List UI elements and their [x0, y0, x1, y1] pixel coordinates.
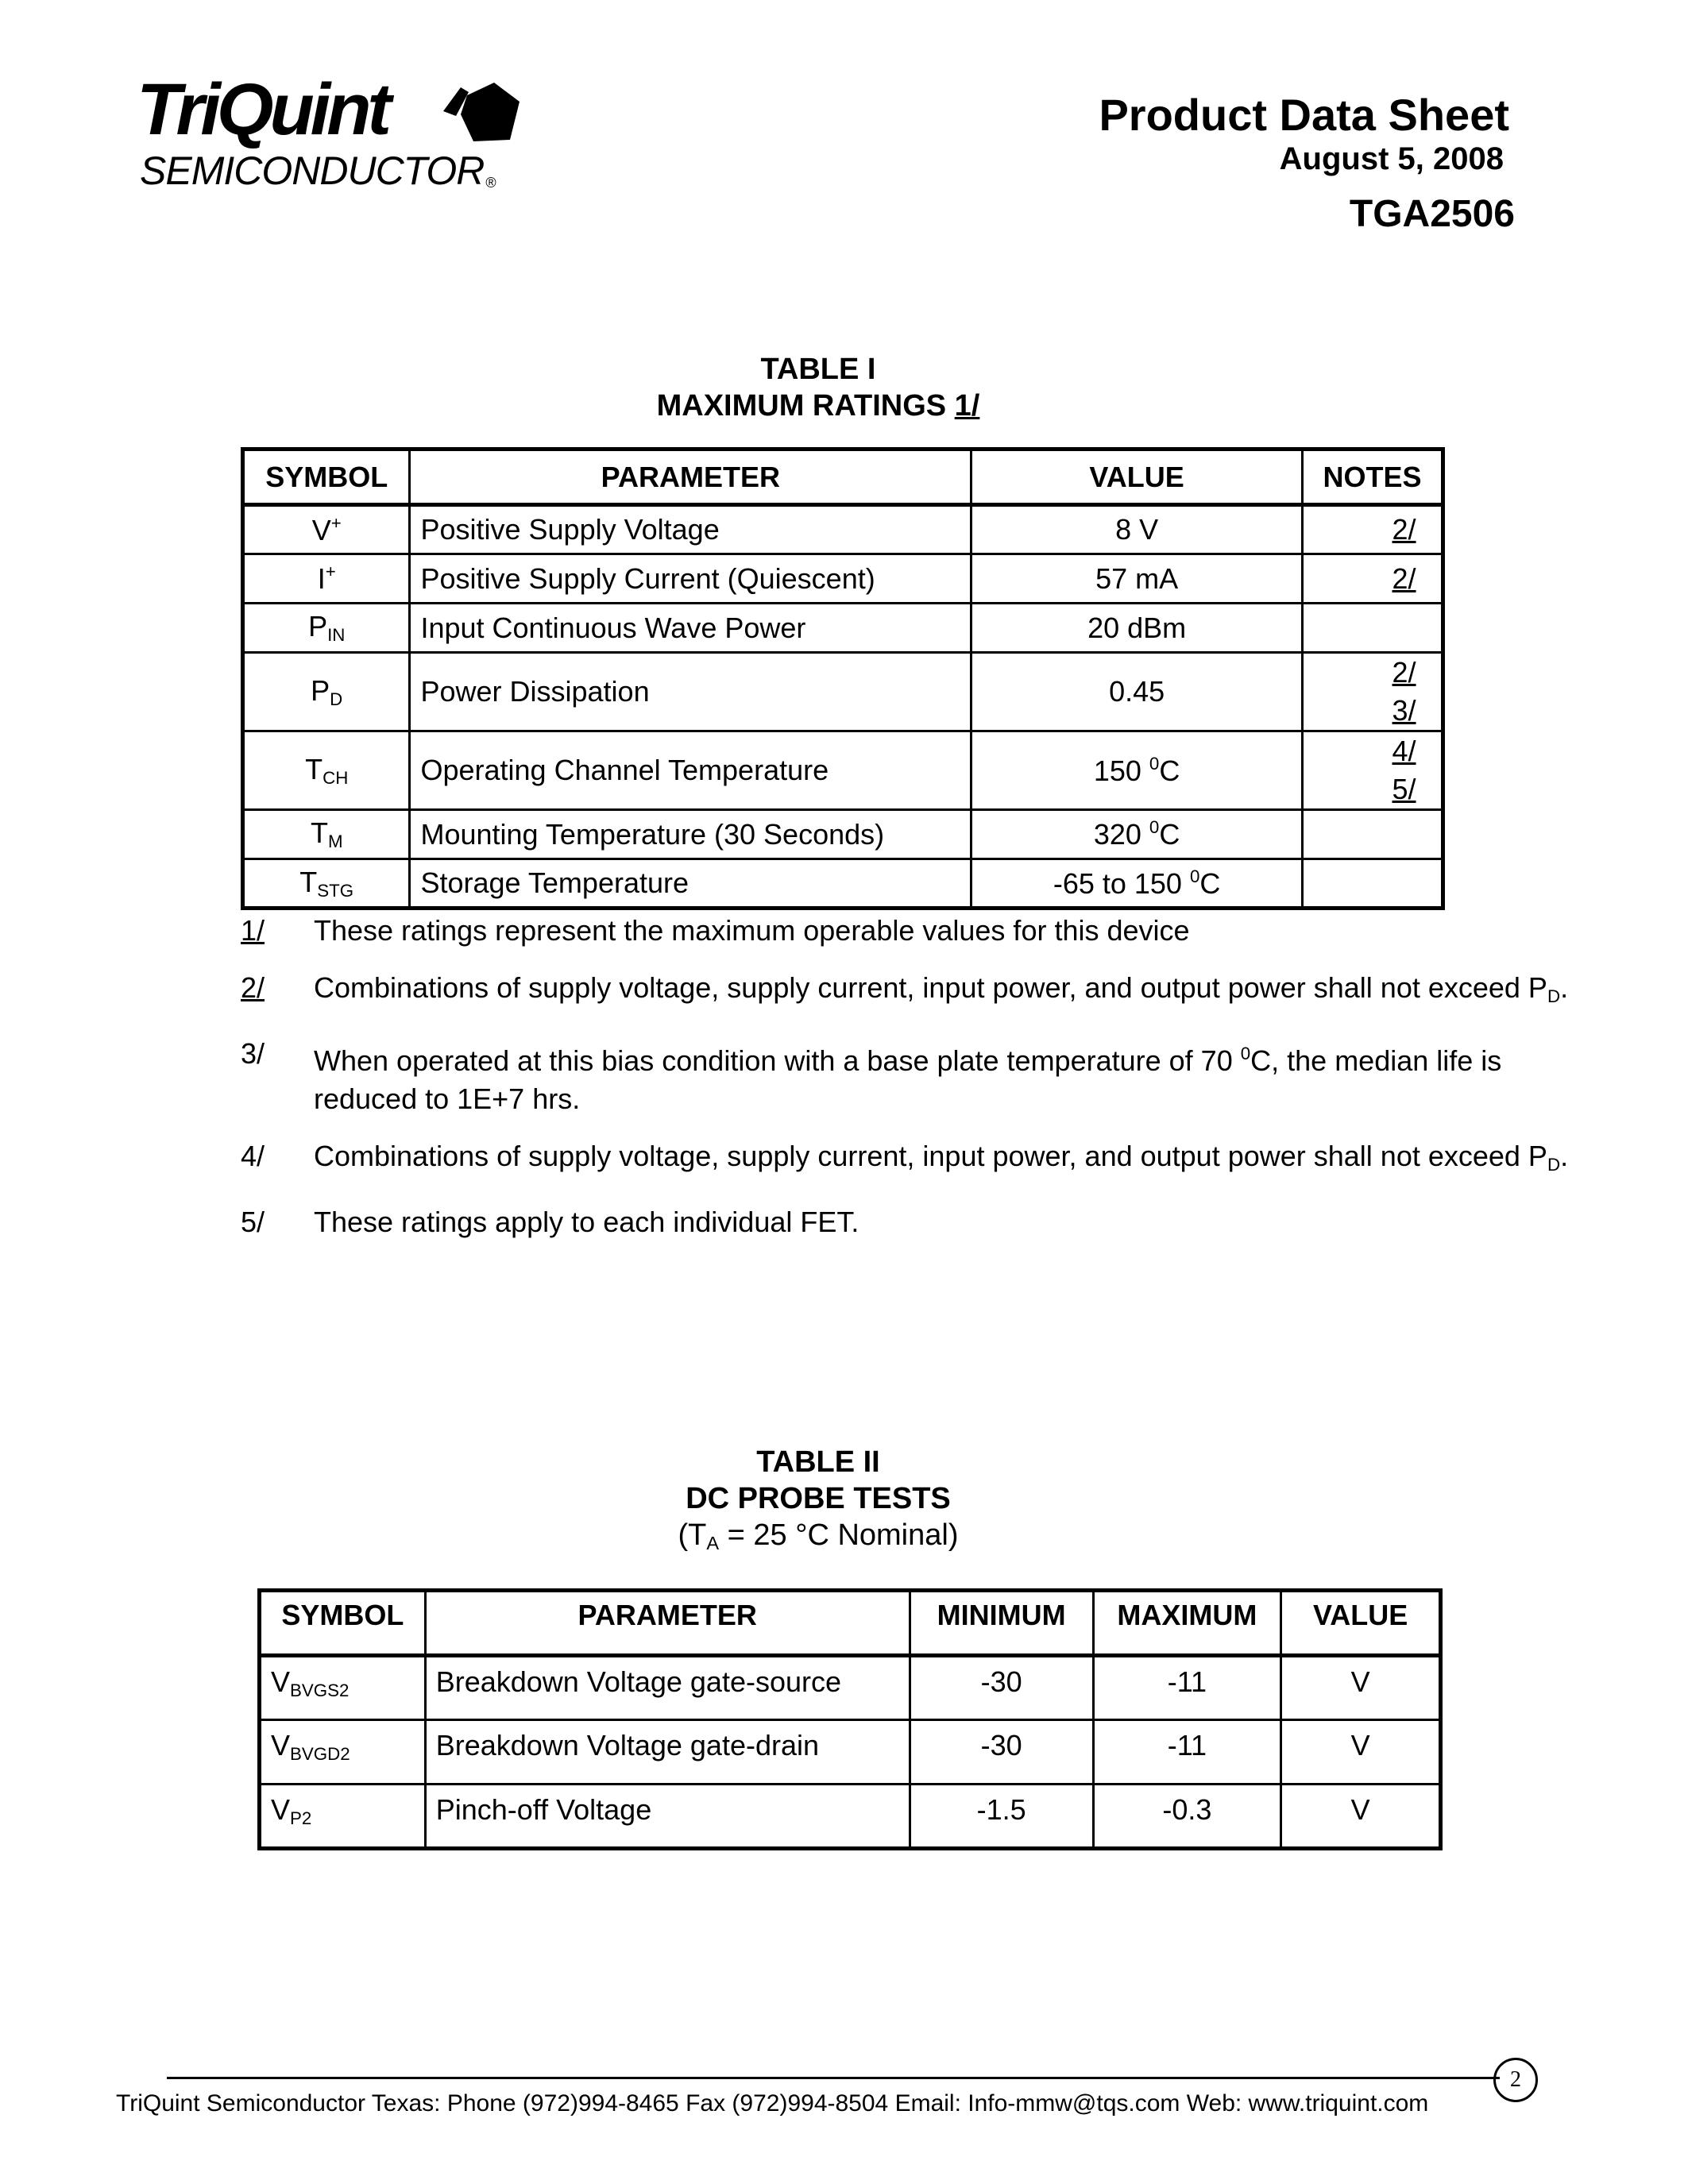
col-header-symbol: SYMBOL — [243, 450, 410, 505]
footnote-text: Combinations of supply voltage, supply current, input power, and output power shall not exceed P — [314, 971, 1547, 1004]
footnote-item: 4/ Combinations of supply voltage, supply current, input power, and output power shall not exceed $P_D$. — [241, 1137, 1575, 1184]
symbol-cell: $V_{P2}$ — [260, 1785, 426, 1849]
table-row — [243, 653, 1443, 731]
value-cell: V — [1281, 1785, 1441, 1849]
footnote-item — [241, 912, 1575, 950]
parameter-cell: Operating Channel Temperature — [410, 731, 971, 810]
note-link[interactable]: 2/ — [1392, 513, 1416, 546]
footer-contact: TriQuint Semiconductor Texas: Phone (972)994-8465 Fax (972)994-8504 Email: Info-mmw@tqs.com Web: www.triquint.com — [116, 2090, 1429, 2116]
symbol-cell: $P_D$ — [243, 653, 410, 731]
value-cell: 20 dBm — [971, 604, 1303, 653]
value-cell: V — [1281, 1656, 1441, 1720]
table-row — [243, 505, 1443, 554]
parameter-cell: Storage Temperature — [410, 859, 971, 909]
col-header-value: VALUE — [971, 450, 1303, 505]
footnote-item: 3/ When operated at this bias condition with a base plate temperature of 70 $^0$C, the median life is reduced to 1E+7 hrs. — [241, 1035, 1575, 1118]
footnote-text: When operated at this bias condition with a base plate temperature of 70 — [314, 1044, 1241, 1077]
minimum-cell: -30 — [910, 1656, 1093, 1720]
logo-subtitle: SEMICONDUCTOR ® — [140, 149, 496, 193]
table-header-row — [243, 450, 1443, 505]
note-link[interactable]: 4/ — [1392, 735, 1416, 767]
logo-pentagon-icon — [437, 78, 524, 149]
symbol-cell: $P_{IN}$ — [243, 604, 410, 653]
table1-caption — [0, 351, 1636, 424]
col-header-parameter: PARAMETER — [410, 450, 971, 505]
table1-note-ref[interactable]: 1/ — [954, 389, 980, 423]
part-number: TGA2506 — [1349, 193, 1515, 235]
value-cell: 320 $^0$C — [971, 810, 1303, 859]
footnote-number: 3/ — [241, 1037, 265, 1070]
minimum-cell: -30 — [910, 1720, 1093, 1785]
note-link[interactable]: 2/ — [1392, 656, 1416, 689]
parameter-cell: Positive Supply Voltage — [410, 505, 971, 554]
parameter-cell: Input Continuous Wave Power — [410, 604, 971, 653]
footnote-number: 2/ — [241, 971, 265, 1004]
page-number: 2 — [1493, 2058, 1538, 2102]
table-row — [243, 810, 1443, 859]
footnote-number: 4/ — [241, 1140, 265, 1172]
notes-cell — [1303, 554, 1443, 604]
footnote-text: Combinations of supply voltage, supply current, input power, and output power shall not exceed P — [314, 1140, 1547, 1172]
col-header-maximum: MAXIMUM — [1093, 1591, 1281, 1656]
notes-cell — [1303, 653, 1443, 731]
table-row — [243, 604, 1443, 653]
value-cell: 150 $^0$C — [971, 731, 1303, 810]
table2-caption — [0, 1444, 1636, 1561]
note-link[interactable]: 2/ — [1392, 561, 1416, 595]
note-link[interactable]: 3/ — [1392, 694, 1416, 727]
symbol-cell: I+ — [243, 554, 410, 604]
parameter-cell: Power Dissipation — [410, 653, 971, 731]
table-row — [260, 1656, 1441, 1720]
col-header-symbol: SYMBOL — [260, 1591, 426, 1656]
symbol-cell: $T_M$ — [243, 810, 410, 859]
footer-divider — [167, 2077, 1500, 2079]
table1-title: TABLE I — [760, 353, 876, 386]
value-cell: 0.45 — [971, 653, 1303, 731]
table2-title: TABLE II — [756, 1445, 880, 1479]
footnote-number: 1/ — [241, 914, 265, 947]
dc-probe-tests-table — [257, 1588, 1443, 1850]
notes-cell — [1303, 810, 1443, 859]
footnote-item — [241, 1203, 1575, 1241]
parameter-cell: Breakdown Voltage gate-source — [425, 1656, 910, 1720]
col-header-value: VALUE — [1281, 1591, 1441, 1656]
table1-subtitle: MAXIMUM RATINGS 1/ — [656, 389, 980, 423]
maximum-ratings-table — [241, 447, 1445, 910]
table-row — [243, 859, 1443, 909]
value-cell: 57 mA — [971, 554, 1303, 604]
maximum-cell: -11 — [1093, 1656, 1281, 1720]
maximum-cell: -0.3 — [1093, 1785, 1281, 1849]
value-cell: 8 V — [971, 505, 1303, 554]
notes-cell — [1303, 505, 1443, 554]
parameter-cell: Breakdown Voltage gate-drain — [425, 1720, 910, 1785]
value-cell: V — [1281, 1720, 1441, 1785]
table2-condition: ($T_A = 25$ °C Nominal) — [678, 1518, 959, 1553]
footnote-number: 5/ — [241, 1206, 265, 1238]
table-row — [243, 554, 1443, 604]
table2-subtitle: DC PROBE TESTS — [686, 1482, 951, 1515]
col-header-notes: NOTES — [1303, 450, 1443, 505]
footnote-item: 2/ Combinations of supply voltage, supply current, input power, and output power shall not exceed $P_D$. — [241, 969, 1575, 1016]
symbol-cell: $V_{BVGS2}$ — [260, 1656, 426, 1720]
col-header-minimum: MINIMUM — [910, 1591, 1093, 1656]
table-header-row — [260, 1591, 1441, 1656]
table-row — [260, 1785, 1441, 1849]
minimum-cell: -1.5 — [910, 1785, 1093, 1849]
notes-cell — [1303, 859, 1443, 909]
maximum-cell: -11 — [1093, 1720, 1281, 1785]
parameter-cell: Mounting Temperature (30 Seconds) — [410, 810, 971, 859]
logo-wordmark: TriQuint — [137, 69, 388, 150]
col-header-parameter: PARAMETER — [425, 1591, 910, 1656]
document-date: August 5, 2008 — [1279, 141, 1504, 176]
table-row — [243, 731, 1443, 810]
footnote-text: These ratings represent the maximum operable values for this device — [314, 914, 1190, 947]
symbol-cell: $V_{BVGD2}$ — [260, 1720, 426, 1785]
page-title: Product Data Sheet — [1099, 90, 1509, 140]
parameter-cell: Pinch-off Voltage — [425, 1785, 910, 1849]
footnotes — [241, 912, 1575, 1260]
footnote-text: These ratings apply to each individual FET. — [314, 1206, 859, 1238]
triquint-logo — [137, 69, 550, 193]
notes-cell — [1303, 604, 1443, 653]
symbol-cell: $T_{CH}$ — [243, 731, 410, 810]
table-row — [260, 1720, 1441, 1785]
notes-cell — [1303, 731, 1443, 810]
note-link[interactable]: 5/ — [1392, 773, 1416, 805]
value-cell: -65 to 150 $^0$C — [971, 859, 1303, 909]
parameter-cell: Positive Supply Current (Quiescent) — [410, 554, 971, 604]
symbol-cell: $T_{STG}$ — [243, 859, 410, 909]
symbol-cell: V+ — [243, 505, 410, 554]
